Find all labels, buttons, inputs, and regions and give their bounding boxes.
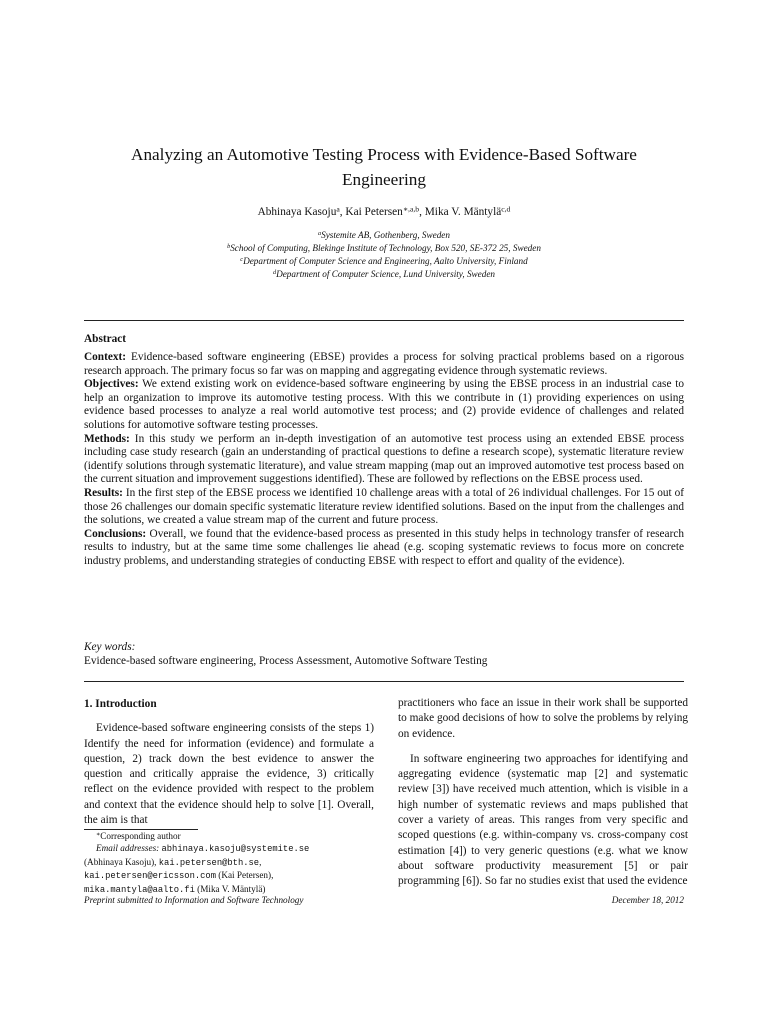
abstract-objectives: Objectives: We extend existing work on evidence-based software engineering by using the EBSE process in an industrial case to help an organization to improve its automotive testing process. With this we contribute in (1) providing experiences on using evidence based processes to analyze a real world automotive test process; and (2) provide evidence of challenges and related solutions for automotive software testing processes. <box>84 378 684 431</box>
left-column <box>84 697 374 828</box>
email-link[interactable]: kai.petersen@ericsson.com <box>84 871 216 882</box>
keywords-heading: Key words: <box>84 641 136 653</box>
footnotes <box>84 830 380 896</box>
intro-paragraph: In software engineering two approaches for identifying and aggregating evidence (systematic map [2] and systematic review [3]) have received much attention, which is visible in a high number of systematic reviews and maps published that cover a variety of areas. This ranges from very specific and scoped questions (e.g. within-company vs. cross-company cost estimation [4]) to very generic questions (e.g. what we know about software productivity measurement [5] or pair programming [6]). So far no studies exist that used the evidence <box>398 752 688 888</box>
author: Kai Petersen$^{∗,a,b}$, <box>345 204 425 218</box>
abstract-context: Context: Evidence-based software engineering (EBSE) provides a process for solving practical problems based on a rigorous research approach. The primary focus so far was on mapping and aggregating evidence through systematic reviews. <box>84 351 684 377</box>
abstract-results: Results: In the first step of the EBSE process we identified 10 challenge areas with a total of 26 individual challenges. For 15 out of those 26 challenges our domain specific systematic literature review identified solutions. Based on the input from the challenges and the solutions, we created a value stream map of the current and future process. <box>84 486 684 527</box>
affiliation: $^b$School of Computing, Blekinge Institute of Technology, Box 520, SE-372 25, Sweden <box>227 243 541 253</box>
email-link[interactable]: abhinaya.kasoju@systemite.se <box>161 844 310 855</box>
email-link[interactable]: kai.petersen@bth.se <box>158 857 260 868</box>
section-heading-introduction: 1. Introduction <box>84 698 157 710</box>
abstract-bottom-rule <box>84 681 684 682</box>
author-list <box>84 205 684 219</box>
abstract-body <box>84 351 684 569</box>
email-line: kai.petersen@ericsson.com (Kai Petersen), <box>84 870 274 882</box>
affiliation: $^a$Systemite AB, Gothenberg, Sweden <box>318 230 450 240</box>
affiliation-list <box>84 229 684 281</box>
email-line: Email addresses: abhinaya.kasoju@systemite.se <box>96 843 310 855</box>
affiliation: $^d$Department of Computer Science, Lund University, Sweden <box>272 269 496 279</box>
intro-paragraph: Evidence-based software engineering consists of the steps 1) Identify the need for information (evidence) and formulate a question, 2) track down the best evidence to answer the question and critically appraise the evidence, 3) critically reflect on the evidence provided with respect to the problem and context that the evidence should help to solve [1]. Overall, the aim is that <box>84 722 374 827</box>
author: Mika V. Mäntylä$^{c,d}$ <box>424 204 511 218</box>
paper-title: Analyzing an Automotive Testing Process with Evidence-Based Software Engineering <box>131 145 637 189</box>
affiliation: $^c$Department of Computer Science and Engineering, Aalto University, Finland <box>240 256 528 266</box>
email-link[interactable]: mika.mantyla@aalto.fi <box>84 884 195 895</box>
author: Abhinaya Kasoju$^a$, <box>257 204 346 218</box>
submission-date: December 18, 2012 <box>611 895 684 905</box>
email-line: mika.mantyla@aalto.fi (Mika V. Mäntylä) <box>84 883 266 895</box>
email-line: (Abhinaya Kasoju), kai.petersen@bth.se, <box>84 856 262 868</box>
abstract-heading: Abstract <box>84 333 127 345</box>
preprint-note: Preprint submitted to Information and Software Technology <box>84 895 304 905</box>
corresponding-author-note: ∗Corresponding author <box>96 831 181 841</box>
abstract-top-rule <box>84 320 684 321</box>
intro-paragraph: practitioners who face an issue in their work shall be supported to make good decisions of how to solve the problems by relying on evidence. <box>398 697 688 740</box>
abstract-methods: Methods: In this study we perform an in-depth investigation of an automotive test process using an extended EBSE process including case study research (gain an understanding of practical questions to define a research scope), systematic literature review (identify solutions through systematic literature), and value stream mapping (map out an improved automotive test process based on the current situation and improvement suggestions identified). These are followed by reflections on the EBSE process used. <box>84 432 684 486</box>
abstract-conclusions: Conclusions: Overall, we found that the evidence-based process as presented in this study helps in technology transfer of research results to industry, but at the same time some challenges lie ahead (e.g. scoping systematic reviews to focus more on concrete industry problems, and understanding strategies of conducting EBSE with respect to effort and quality of the evidence). <box>84 527 684 567</box>
keywords-text: Evidence-based software engineering, Process Assessment, Automotive Software Testing <box>84 655 488 667</box>
right-column <box>398 696 688 890</box>
